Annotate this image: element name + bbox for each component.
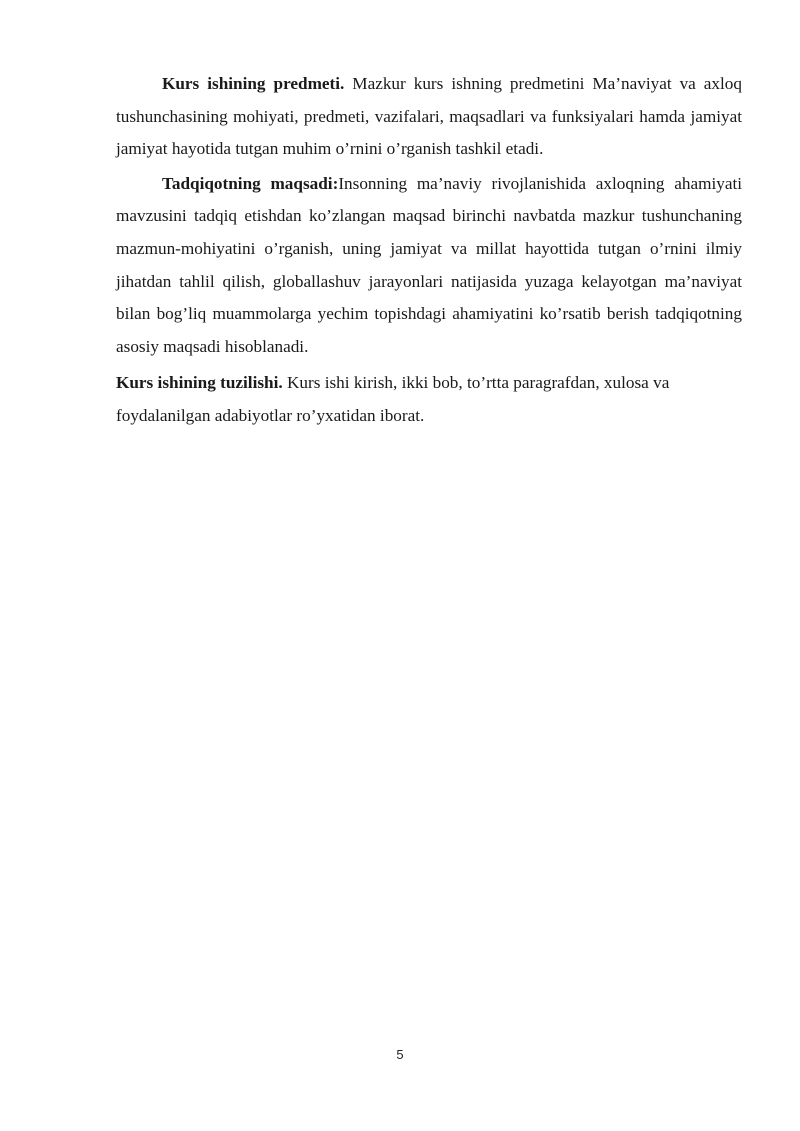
paragraph-body: Mazkur kurs ishning predmetini Ma’naviyat va axloq tushunchasining mohiyati, predmeti, vazifalari, maqsadlari va funksiyalari hamda jamiyat jamiyat hayotida tutgan muhim o’rnini o’rganish tashkil etadi.	[116, 74, 742, 159]
paragraph-course-structure	[116, 367, 736, 432]
paragraph-body: Insonning ma’naviy rivojlanishida axloqning ahamiyati mavzusini tadqiq etishdan ko’zlangan maqsad birinchi navbatda mazkur tushunchaning mazmun-mohiyatini o’rganish, uning jamiyat va millat hayottida tutgan o’rnini ilmiy jihatdan tahlil qilish, globallashuv jarayonlari natijasida yuzaga kelayotgan ma’naviyat bilan bog’liq muammolarga yechim topishdagi ahamiyatini ko’rsatib berish tadqiqotning asosiy maqsadi hisoblanadi.	[116, 173, 743, 356]
document-page	[116, 68, 742, 433]
paragraph-course-subject	[116, 68, 742, 166]
paragraph-research-goal	[116, 168, 742, 364]
paragraph-heading: Tadqiqotning maqsadi:	[162, 173, 339, 193]
paragraph-heading: Kurs ishining predmeti.	[162, 74, 345, 93]
paragraph-heading: Kurs ishining tuzilishi.	[116, 373, 283, 393]
page-number: 5	[396, 1047, 404, 1062]
paragraph-body: Kurs ishi kirish, ikki bob, to’rtta paragrafdan, xulosa va foydalanilgan adabiyotlar ro’yxatidan iborat.	[116, 373, 670, 425]
